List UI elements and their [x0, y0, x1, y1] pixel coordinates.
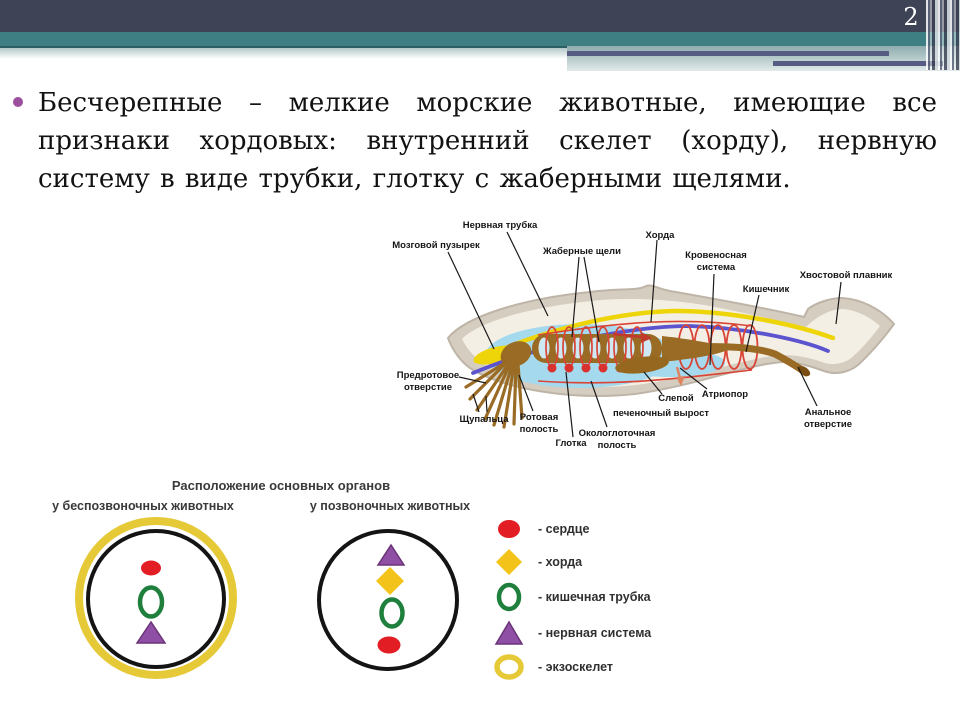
label-preoral: отверстие — [403, 382, 453, 393]
label-pharynx: Глотка — [555, 438, 587, 449]
label-intestine: Кишечник — [742, 284, 790, 295]
bullet-line: систему в виде трубки, глотку с жаберными щелями. — [38, 164, 791, 194]
vertebrate-circle — [319, 531, 457, 669]
label-anal: Анальное — [804, 407, 852, 418]
label-circulatory: система — [696, 262, 736, 273]
header-teal-bar — [0, 32, 960, 46]
header-accent-bar-1 — [567, 51, 889, 56]
header-fade — [0, 48, 567, 59]
legend-item-chord — [492, 547, 582, 577]
heart-icon — [378, 637, 401, 654]
label-gill-slits: Жаберные щели — [543, 246, 621, 257]
bullet-line: признаки хордовых: внутренний скелет (хорду), нервную — [38, 126, 937, 156]
exoskeleton-icon — [492, 652, 526, 682]
legend-label: - хорда — [538, 555, 583, 569]
invertebrates-label: у беспозвоночных животных — [52, 499, 234, 513]
intestinal-tube-icon — [492, 582, 526, 612]
label-circulatory: Кровеносная — [685, 250, 747, 261]
legend-item-nervous-system — [492, 618, 651, 648]
bullet-paragraph — [38, 84, 937, 198]
organ-location-diagram — [40, 470, 510, 705]
page-number: 2 — [903, 3, 919, 31]
label-atriopore: Атриопор — [701, 389, 749, 400]
bullet-line: Бесчерепные – мелкие морские животные, имеющие все — [38, 88, 937, 118]
label-mouth: полость — [519, 424, 559, 435]
vertebrates-label: у позвоночных животных — [309, 499, 471, 513]
label-chord: Хорда — [645, 230, 675, 241]
label-hepatic: печеночный вырост — [612, 408, 710, 419]
label-hepatic: Слепой — [658, 393, 694, 404]
label-peripharyngeal: Окологлоточная — [578, 428, 656, 439]
chord-icon — [492, 547, 526, 577]
organs-title: Расположение основных органов — [171, 478, 391, 493]
label-brain-vesicle: Мозговой пузырек — [392, 240, 480, 251]
legend-label: - экзоскелет — [538, 660, 614, 674]
invertebrate-circle — [79, 521, 233, 675]
label-anal: отверстие — [803, 419, 853, 430]
heart-icon — [141, 561, 161, 576]
legend-label: - нервная система — [538, 626, 652, 640]
label-tail-fin: Хвостовой плавник — [799, 270, 893, 281]
label-preoral: Предротовое — [396, 370, 460, 381]
intestinal-tube-icon — [382, 600, 403, 627]
nervous-system-icon — [492, 618, 526, 648]
legend-label: - кишечная трубка — [538, 590, 651, 604]
legend-label: - сердце — [538, 522, 590, 536]
label-peripharyngeal: полость — [597, 440, 637, 451]
header-dark-bar — [0, 0, 960, 32]
legend-item-exoskeleton — [492, 652, 613, 682]
header-right-panel — [567, 46, 960, 71]
legend-item-heart — [492, 514, 589, 544]
header-accent-bar-2 — [773, 61, 943, 66]
lancelet-diagram — [380, 205, 960, 460]
intestinal-tube-icon — [140, 588, 162, 617]
heart-icon — [492, 514, 526, 544]
header-stripes — [926, 0, 960, 70]
bullet-icon — [13, 97, 23, 107]
legend-item-intestinal-tube — [492, 582, 651, 612]
label-mouth: Ротовая — [519, 412, 559, 423]
label-tentacles: Щупальца — [459, 414, 509, 425]
label-nerve-tube: Нервная трубка — [462, 220, 538, 231]
